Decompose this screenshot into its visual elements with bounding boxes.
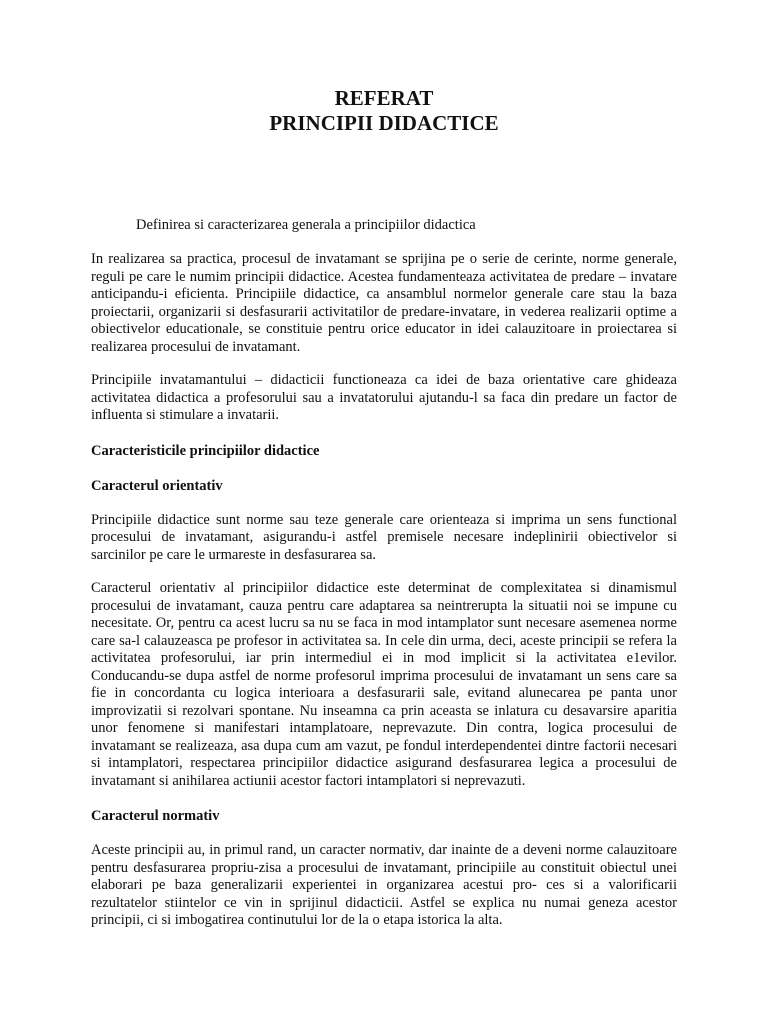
document-title (91, 86, 677, 136)
subheading-caracterul-normativ: Caracterul normativ (91, 808, 220, 824)
intro-heading: Definirea si caracterizarea generala a principiilor didactica (136, 217, 476, 233)
paragraph-caracterul-orientativ: Caracterul orientativ al principiilor didactice este determinat de complexitatea si dinamismul procesului de invatamant, cauza pentru care adaptarea sa neintrerupta la situatii noi se impune cu necesitate. Or, pentru ca acest lucru sa nu se faca in mod intamplator sunt necesare asemenea norme care sa-l calauzeasca pe profesor in activitatea sa. In cele din urma, deci, aceste principii se refera la activitatea profesorului, iar prin intermediul ei in mod implicit si la activitatea e1evilor. Conducandu-se dupa astfel de norme profesorul imprima procesului de invatamant un sens care sa fie in concordanta cu logica interioara a desfasurarii sale, evitand alunecarea pe panta unor improvizatii si rezolvari spontane. Nu inseamna ca prin aceasta se inlatura cu desavarsire aparitia unor fenomene si manifestari intamplatoare, neprevazute. Din contra, logica procesului de invatamant se realizeaza, asa dupa cum am vazut, pe fondul interdependentei dintre factorii necesari si intamplatori, respectarea principiilor didactice asigurand desfasurarea legica a procesului de invatamant si anihilarea actiunii acestor factori intamplatori si neprevazuti. (91, 580, 677, 789)
paragraph-norme-generale: Principiile didactice sunt norme sau teze generale care orienteaza si imprima un sens functional procesului de invatamant, asigurandu-i astfel premisele necesare indeplinirii obiectivelor si sarcinilor pe care le urmareste in desfasurarea sa. (91, 511, 677, 563)
paragraph-principiile-invatamantului: Principiile invatamantului – didacticii functioneaza ca idei de baza orientative care ghideaza activitatea didactica a profesorului sau a invatatorului ajutandu-l sa faca din predare un factor de influenta si stimulare a invatarii. (91, 372, 677, 423)
paragraph-realizare: In realizarea sa practica, procesul de invatamant se sprijina pe o serie de cerinte, norme generale, reguli pe care le numim principii didactice. Acestea fundamenteaza activitatea de predare – invatare anticipandu-i eficienta. Principiile didactice, ca ansamblul normelor generale care stau la baza proiectarii, organizarii si desfasurarii activitatilor de predare-invatare, in vederea realizarii optime a obiectivelor educationale, se constituie pentru orice educator in idei calauzitoare in proiectarea si realizarea procesului de invatamant. (91, 251, 677, 355)
document-page (91, 86, 677, 930)
paragraph-caracter-normativ: Aceste principii au, in primul rand, un caracter normativ, dar inainte de a deveni norme calauzitoare pentru desfasurarea propriu-zisa a procesului de invatamant, principiile au constituit obiectul unei elaborari pe baza generalizarii experientei in organizarea acestui pro- ces si a valorificarii rezultatelor stiintelor ce vin in sprijinul didacticii. Astfel se explica nu numai geneza acestor principii, ci si imbogatirea continutului lor de la o etapa istorica la alta. (91, 842, 677, 928)
title-line-referat: REFERAT (334, 86, 434, 110)
title-line-principii: PRINCIPII DIDACTICE (269, 111, 499, 135)
subheading-caracterul-orientativ: Caracterul orientativ (91, 477, 223, 494)
section-heading-caracteristici: Caracteristicile principiilor didactice (91, 442, 320, 459)
